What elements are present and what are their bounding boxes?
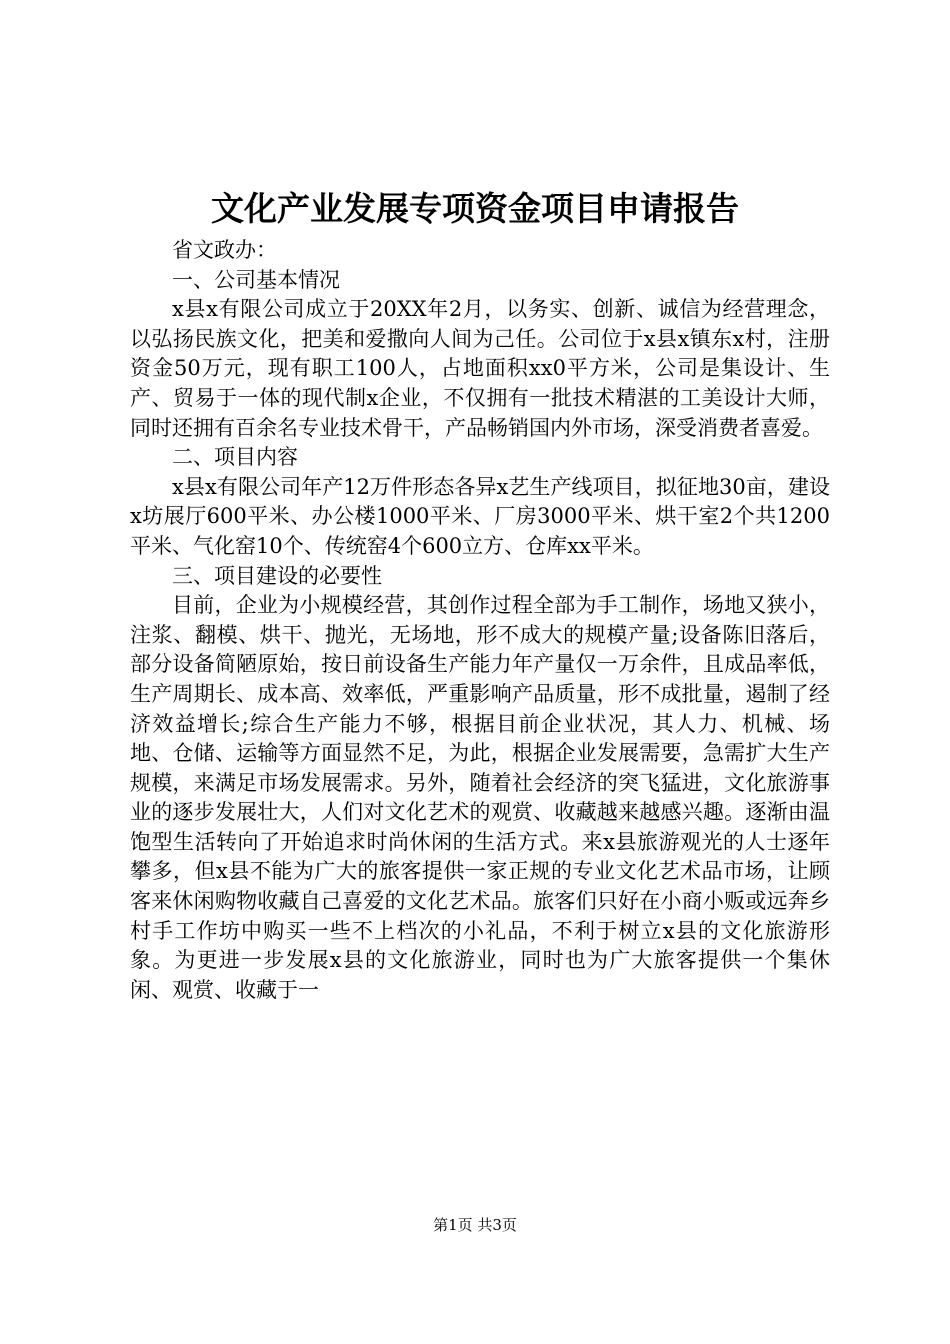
paragraph-company-info: x县x有限公司成立于20XX年2月，以务实、创新、诚信为经营理念，以弘扬民族文化，把美和爱撒向人间为己任。公司位于x县x镇东x村，注册资金50万元，现有职工100人，占地面积xx0平方米，公司是集设计、生产、贸易于一体的现代制x企业，不仅拥有一批技术精湛的工美设计大师，同时还拥有百余名专业技术骨干，产品畅销国内外市场，深受消费者喜爱。 [130, 297, 830, 440]
section-heading-project: 二、项目内容 [172, 445, 298, 470]
salutation: 省文政办： [172, 238, 277, 262]
document-body [130, 236, 830, 1005]
section-heading-necessity: 三、项目建设的必要性 [172, 563, 382, 588]
section-heading-company: 一、公司基本情况 [172, 267, 340, 292]
paragraph-project-content: x县x有限公司年产12万件形态各异x艺生产线项目，拟征地30亩，建设x坊展厅600平米、办公楼1000平米、厂房3000平米、烘干室2个共1200平米、气化窑10个、传统窑4个600立方、仓库xx平米。 [130, 474, 830, 558]
paragraph-necessity: 目前，企业为小规模经营，其创作过程全部为手工制作，场地又狭小，注浆、翻模、烘干、抛光，无场地，形不成大的规模产量;设备陈旧落后，部分设备简陋原始，按日前设备生产能力年产量仅一万余件，且成品率低，生产周期长、成本高、效率低，严重影响产品质量，形不成批量，遏制了经济效益增长;综合生产能力不够，根据目前企业状况，其人力、机械、场地、仓储、运输等方面显然不足，为此，根据企业发展需要，急需扩大生产规模，来满足市场发展需求。另外，随着社会经济的突飞猛进，文化旅游事业的逐步发展壮大，人们对文化艺术的观赏、收藏越来越感兴趣。逐渐由温饱型生活转向了开始追求时尚休闲的生活方式。来x县旅游观光的人士逐年攀多，但x县不能为广大的旅客提供一家正规的专业文化艺术品市场，让顾客来休闲购物收藏自己喜爱的文化艺术品。旅客们只好在小商小贩或远奔乡村手工作坊中购买一些不上档次的小礼品，不利于树立x县的文化旅游形象。为更进一步发展x县的文化旅游业，同时也为广大旅客提供一个集休闲、观赏、收藏于一 [130, 593, 830, 1002]
document-title: 文化产业发展专项资金项目申请报告 [211, 189, 739, 228]
page-number-footer: 第1页 共3页 [433, 1216, 517, 1234]
